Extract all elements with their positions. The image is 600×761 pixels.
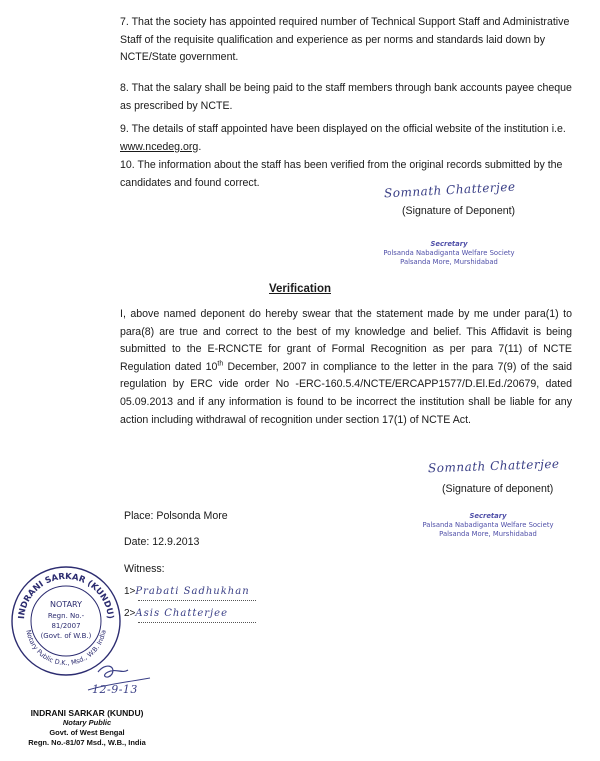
secretary-seal-1 bbox=[374, 240, 524, 267]
paragraph-10: 10. The information about the staff has been verified from the original records submitted by the candidates and found correct. bbox=[120, 159, 563, 189]
seal-2-place: Palsanda More, Murshidabad bbox=[439, 530, 537, 538]
deponent-signature-1: Somnath Chatterjee bbox=[383, 179, 516, 201]
paragraph-7: 7. That the society has appointed required number of Technical Support Staff and Administrative Staff of the requisite qualification and experience as per norms and standards laid down by NCTE/State government. bbox=[120, 16, 570, 63]
notary-title: Notary Public bbox=[62, 718, 112, 727]
seal-1-title: Secretary bbox=[430, 240, 468, 248]
notary-name: INDRANI SARKAR (KUNDU) bbox=[30, 708, 144, 718]
stamp-center-line4: (Govt. of W.B.) bbox=[40, 632, 92, 640]
place-line: Place: Polsonda More bbox=[124, 510, 228, 522]
signature-caption-2: (Signature of deponent) bbox=[442, 483, 554, 495]
stamp-center-line3: 81/2007 bbox=[51, 622, 81, 630]
notary-regn: Regn. No.-81/07 Msd., W.B., India bbox=[28, 738, 146, 747]
witness-1 bbox=[124, 586, 250, 597]
paragraph-9 bbox=[120, 121, 572, 156]
seal-2-title: Secretary bbox=[469, 512, 507, 520]
verification-text-b: December, 2007 in compliance to the letter in the para 7(9) of the said regulation by ERC vide order No -ERC-160.5.4/NCTE/ERCAPP1577/D.El.Ed./20679, dated 05.09.2013 and if any information is found to be incorrect the institution shall be liable for any action including withdrawal of recognition under section 17(1) of NCTE Act. bbox=[120, 360, 572, 426]
witness-2-signature: Asis Chatterjee bbox=[135, 608, 228, 619]
witness-1-signature: Prabati Sadhukhan bbox=[135, 586, 250, 597]
deponent-signature-2: Somnath Chatterjee bbox=[427, 456, 560, 476]
witness-2-dotted-line bbox=[138, 622, 256, 623]
stamp-ring-text: INDRANI SARKAR (KUNDU) bbox=[17, 571, 115, 620]
paragraph-9-text: 9. The details of staff appointed have been displayed on the official website of the institution i.e. bbox=[120, 123, 566, 135]
verification-sup: th bbox=[217, 360, 224, 368]
verification-text bbox=[120, 306, 572, 429]
verification-text-a: I, above named deponent do hereby swear that the statement made by me under para(1) to para(8) are true and correct to the best of my knowledge and belief. This Affidavit is being submitted to the E-RCNCTE for grant of Formal Recognition as per para 7(11) of NCTE Regulation dated 10 bbox=[120, 308, 572, 373]
stamp-ring-text-lower: Notary Public D.K., Msd., W.B. India bbox=[24, 629, 108, 668]
notary-details bbox=[7, 708, 167, 748]
date-line: Date: 12.9.2013 bbox=[124, 536, 200, 548]
witness-2-number: 2> bbox=[124, 608, 136, 619]
witness-2 bbox=[124, 608, 228, 619]
seal-1-org: Polsanda Nabadiganta Welfare Society bbox=[383, 249, 515, 257]
witness-1-dotted-line bbox=[138, 600, 256, 601]
seal-1-place: Palsanda More, Murshidabad bbox=[400, 258, 498, 266]
signature-caption-1: (Signature of Deponent) bbox=[402, 205, 516, 217]
website-link[interactable]: www.ncedeg.org bbox=[120, 140, 199, 153]
verification-heading: Verification bbox=[269, 283, 331, 295]
notary-govt: Govt. of West Bengal bbox=[49, 728, 125, 737]
stamp-center-line1: NOTARY bbox=[50, 600, 82, 609]
witness-label: Witness: bbox=[124, 563, 165, 575]
paragraph-9-end: . bbox=[198, 140, 202, 153]
notary-sign-date: 12-9-13 bbox=[92, 683, 138, 696]
secretary-seal-2 bbox=[413, 512, 563, 539]
paragraph-8: 8. That the salary shall be being paid to the staff members through bank accounts payee cheque as prescribed by NCTE. bbox=[120, 82, 572, 112]
stamp-center-line2: Regn. No.- bbox=[47, 612, 85, 620]
seal-2-org: Palsanda Nabadiganta Welfare Society bbox=[422, 521, 554, 529]
witness-1-number: 1> bbox=[124, 586, 136, 597]
